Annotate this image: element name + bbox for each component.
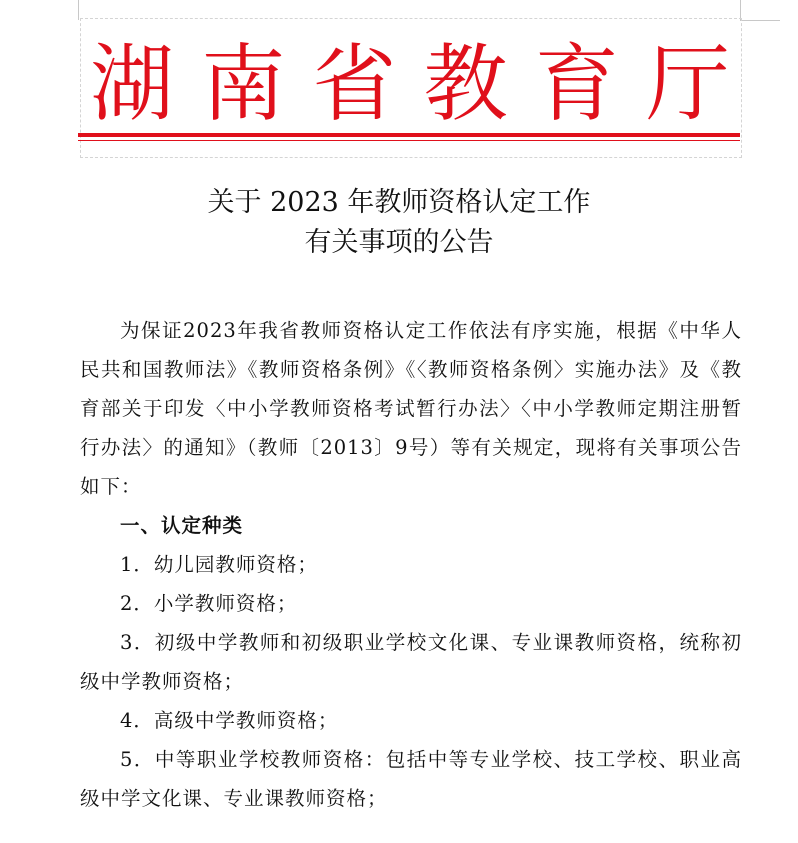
list-item: 2．小学教师资格； xyxy=(120,592,298,615)
intro-paragraph: 为保证2023年我省教师资格认定工作依法有序实施，根据《中华人民共和国教师法》《教师资格条例》《〈教师资格条例〉实施办法》及《教育部关于印发〈中小学教师资格考试暂行办法〉〈中小学教师定期注册暂行办法〉的通知》（教师〔2013〕9号）等有关规定，现将有关事项公告如下： xyxy=(80,319,742,498)
red-rule-thick xyxy=(78,133,740,137)
masthead xyxy=(80,36,740,132)
masthead-char: 育 xyxy=(534,35,619,133)
list-item: 5．中等职业学校教师资格：包括中等专业学校、技工学校、职业高级中学文化课、专业课教师资格； xyxy=(80,748,742,810)
masthead-char: 厅 xyxy=(645,35,730,133)
list-item: 4．高级中学教师资格； xyxy=(120,709,339,732)
masthead-char: 南 xyxy=(201,35,286,133)
crop-mark-right xyxy=(740,0,741,20)
crop-mark-left xyxy=(78,0,79,20)
crop-mark-corner xyxy=(740,20,780,21)
masthead-char: 教 xyxy=(423,35,508,133)
list-item: 3．初级中学教师和初级职业学校文化课、专业课教师资格，统称初级中学教师资格； xyxy=(80,631,742,693)
masthead-char: 省 xyxy=(312,35,397,133)
red-rule-thin xyxy=(78,140,740,141)
doc-title-line2: 有关事项的公告 xyxy=(304,227,494,258)
doc-title-line1: 关于 2023 年教师资格认定工作 xyxy=(207,187,591,218)
doc-body xyxy=(80,311,742,818)
section-heading: 一、认定种类 xyxy=(120,514,244,537)
list-item: 1．幼儿园教师资格； xyxy=(120,553,318,576)
masthead-char: 湖 xyxy=(90,35,175,133)
